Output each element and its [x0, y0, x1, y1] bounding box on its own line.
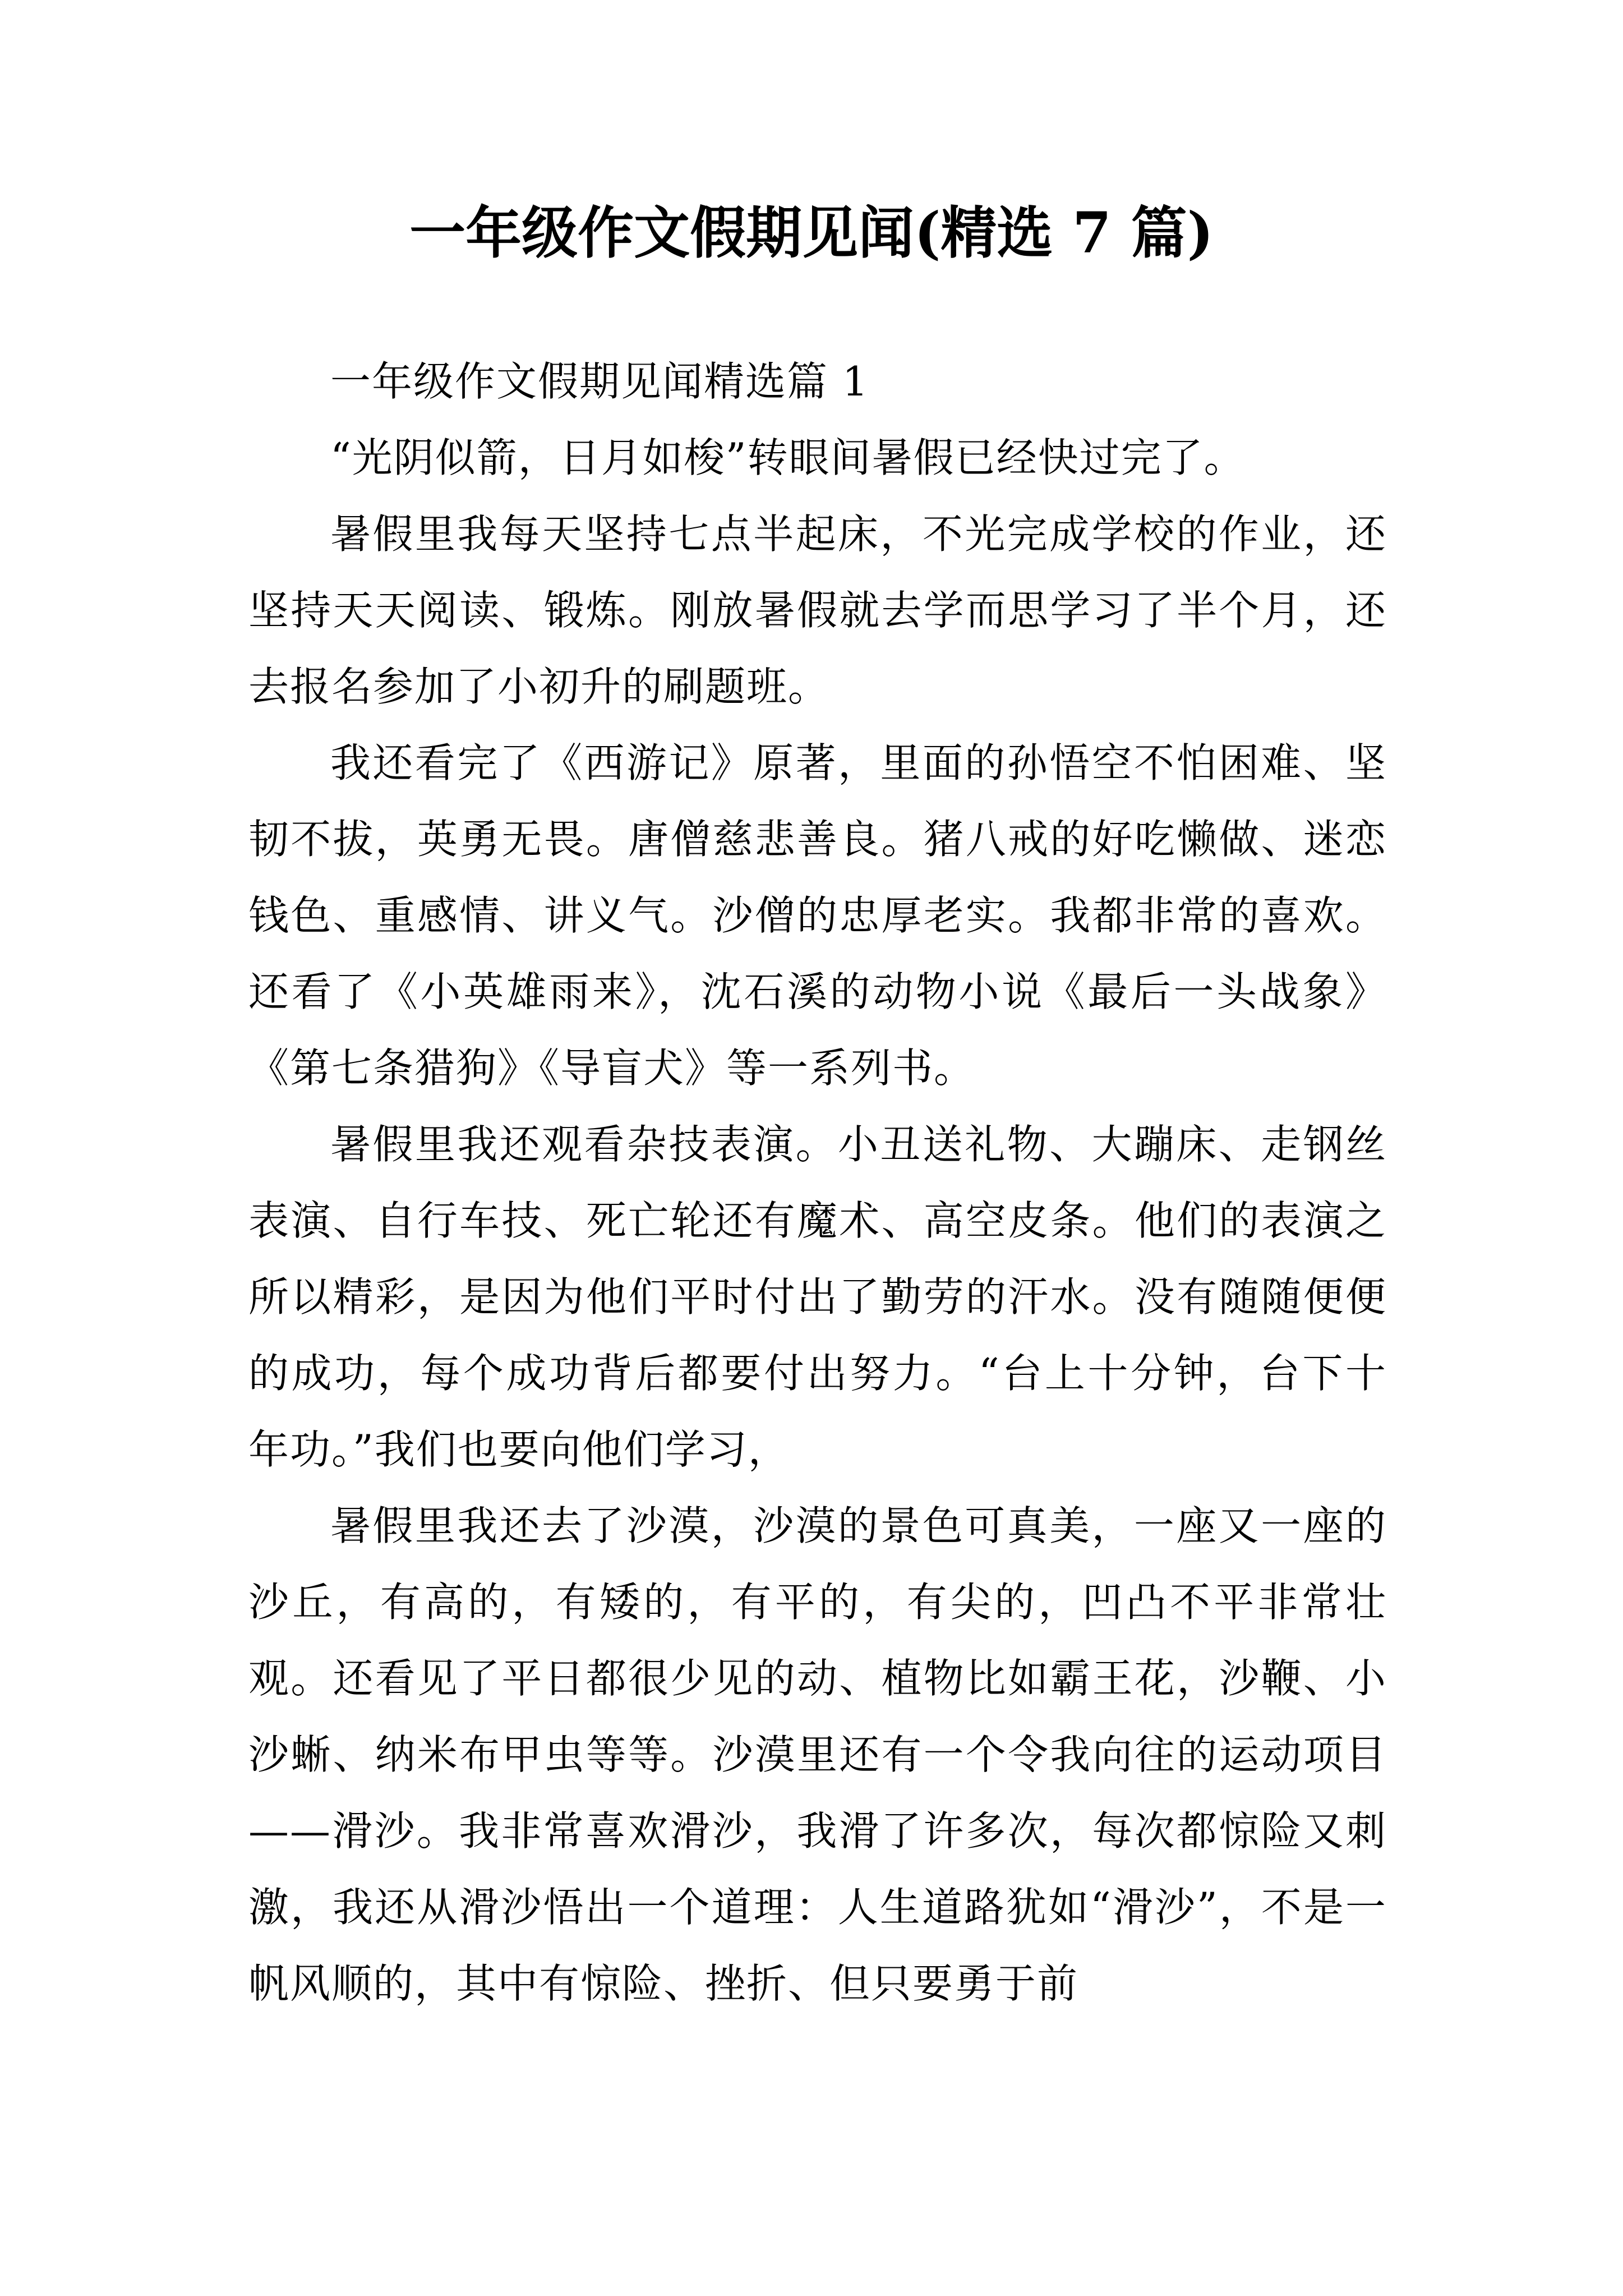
paragraph: 暑假里我每天坚持七点半起床，不光完成学校的作业，还坚持天天阅读、锻炼。刚放暑假就去学而思学习了半个月，还去报名参加了小初升的刷题班。 [248, 510, 1387, 710]
paragraph: “光阴似箭，日月如梭”转眼间暑假已经快过完了。 [330, 434, 1246, 481]
document-title: 一年级作文假期见闻(精选 7 篇) [409, 200, 1214, 266]
document-body [248, 343, 1387, 2022]
section-heading: 一年级作文假期见闻精选篇 1 [330, 358, 869, 405]
paragraph: 暑假里我还去了沙漠，沙漠的景色可真美，一座又一座的沙丘，有高的，有矮的，有平的，有尖的，凹凸不平非常壮观。还看见了平日都很少见的动、植物比如霸王花，沙鞭、小沙蜥、纳米布甲虫等等。沙漠里还有一个令我向往的运动项目——滑沙。我非常喜欢滑沙，我滑了许多次，每次都惊险又刺激，我还从滑沙悟出一个道理：人生道路犹如“滑沙”，不是一帆风顺的，其中有惊险、挫折、但只要勇于前 [248, 1502, 1387, 2007]
paragraph: 暑假里我还观看杂技表演。小丑送礼物、大蹦床、走钢丝表演、自行车技、死亡轮还有魔术、高空皮条。他们的表演之所以精彩，是因为他们平时付出了勤劳的汗水。没有随随便便的成功，每个成功背后都要付出努力。“台上十分钟，台下十年功。”我们也要向他们学习， [248, 1121, 1387, 1473]
paragraph: 我还看完了《西游记》原著，里面的孙悟空不怕困难、坚韧不拔，英勇无畏。唐僧慈悲善良。猪八戒的好吃懒做、迷恋钱色、重感情、讲义气。沙僧的忠厚老实。我都非常的喜欢。还看了《小英雄雨来》，沈石溪的动物小说《最后一头战象》《第七条猎狗》《导盲犬》等一系列书。 [248, 739, 1387, 1092]
